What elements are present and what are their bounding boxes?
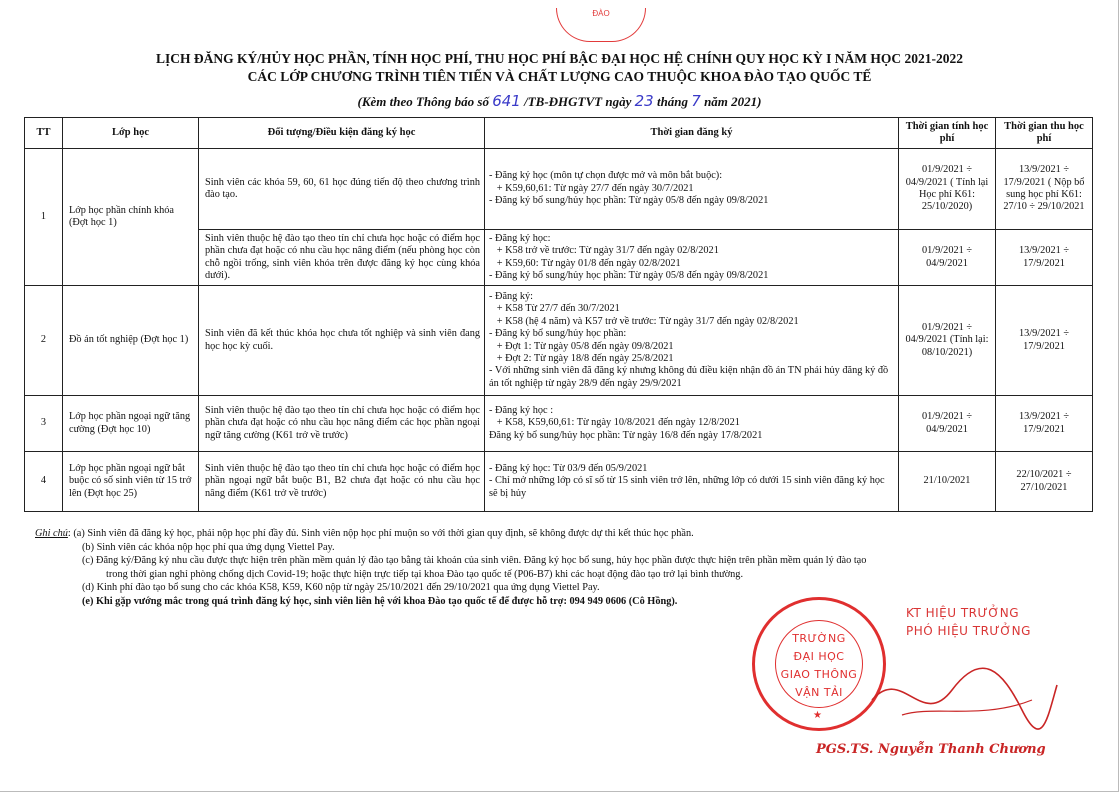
reg-line: - Với những sinh viên đã đăng ký nhưng không đủ điều kiện nhận đồ án TN phải hủy đăng ký đồ án tốt nghiệp từ ngày 28/9 đến ngày 29/9/2021 xyxy=(489,365,889,389)
note-a: (a) Sinh viên đã đăng ký học, phải nộp học phí đầy đủ. Sinh viên nộp học phí muộn so với thời gian quy định, sẽ không được dự thi kết thúc học phần. xyxy=(73,528,694,539)
subtitle-month-label: tháng xyxy=(653,94,692,109)
row-tt: 1 xyxy=(25,149,63,286)
schedule-table xyxy=(24,117,1093,512)
seal-text-line: GIAO THÔNG xyxy=(780,668,858,681)
reg-line: + Đợt 1: Từ ngày 05/8 đến ngày 09/8/2021 xyxy=(489,340,674,352)
reg-line: - Đăng ký học: xyxy=(489,232,551,244)
table-header-row xyxy=(25,118,1093,149)
table-row xyxy=(25,149,1093,230)
subtitle-suffix: năm 2021) xyxy=(700,94,762,109)
reg-line: + K59,60: Từ ngày 01/8 đến ngày 02/8/2021 xyxy=(489,257,681,269)
row-fee-collect: 13/9/2021 ÷ 17/9/2021 xyxy=(996,286,1093,396)
reg-line: + K58 Từ 27/7 đến 30/7/2021 xyxy=(489,303,620,315)
row-fee-calc: 01/9/2021 ÷ 04/9/2021 xyxy=(899,230,996,286)
note-b: (b) Sinh viên các khóa nộp học phí qua ứng dụng Viettel Pay. xyxy=(82,541,335,553)
reg-line: Đăng ký bổ sung/hủy học phần: Từ ngày 16/8 đến ngày 17/8/2021 xyxy=(489,429,763,441)
row-target: Sinh viên thuộc hệ đào tạo theo tín chỉ chưa học hoặc có điểm học phần ngoại ngữ bắt buộc B1, B2 chưa đạt hoặc có nhu cầu học nâng điểm (K61 trở về trước) xyxy=(199,452,485,512)
subtitle-prefix: (Kèm theo Thông báo số xyxy=(357,94,493,109)
seal-text-line: ĐẠI HỌC xyxy=(793,650,845,663)
notes-colon: : xyxy=(67,528,74,539)
header-fee-calc: Thời gian tính học phí xyxy=(899,118,996,149)
row-reg-time xyxy=(485,149,899,230)
row-reg-time xyxy=(485,286,899,396)
handwritten-day: 23 xyxy=(634,92,654,110)
reg-line: - Đăng ký học: Từ 03/9 đến 05/9/2021 xyxy=(489,462,648,474)
row-tt: 3 xyxy=(25,396,63,452)
notes-section xyxy=(35,527,1095,609)
row-tt: 4 xyxy=(25,452,63,512)
row-fee-collect: 22/10/2021 ÷ 27/10/2021 xyxy=(996,452,1093,512)
table-row xyxy=(25,396,1093,452)
reg-line: + Đợt 2: Từ ngày 18/8 đến ngày 25/8/2021 xyxy=(489,352,674,364)
signer-name: PGS.TS. Nguyễn Thanh Chương xyxy=(816,742,1046,757)
row-class: Đồ án tốt nghiệp (Đợt học 1) xyxy=(63,286,199,396)
row-fee-calc: 01/9/2021 ÷ 04/9/2021 xyxy=(899,396,996,452)
handwritten-month: 7 xyxy=(691,92,701,110)
note-c-line1: (c) Đăng ký/Đăng ký nhu cầu được thực hiện trên phần mềm quản lý đào tạo bằng tài khoản của sinh viên. Đăng ký học bổ sung, hủy học phần được thực hiện trên phần mềm quản lý đào tạo xyxy=(82,555,867,567)
row-target: Sinh viên thuộc hệ đào tạo theo tín chỉ chưa học hoặc có điểm học phần chưa đạt hoặc có nhu cầu học nâng điểm (nếu phòng học còn chỗ ngồi trống, sinh viên khóa trên được đăng ký học cùng khóa dưới). xyxy=(199,230,485,286)
reg-line: - Đăng ký học : xyxy=(489,404,554,416)
row-tt: 2 xyxy=(25,286,63,396)
row-fee-calc: 01/9/2021 ÷ 04/9/2021 (Tính lại: 08/10/2021) xyxy=(899,286,996,396)
header-fee-collect: Thời gian thu học phí xyxy=(996,118,1093,149)
seal-text-line: TRƯỜNG xyxy=(792,632,846,645)
note-c-line2: trong thời gian nghỉ phòng chống dịch Covid-19; hoặc thực hiện trực tiếp tại khoa Đào tạo quốc tế (P06-B7) khi các hoạt động đào tạo trở lại bình thường. xyxy=(106,568,744,580)
table-row xyxy=(25,286,1093,396)
signature-title-1: KT HIỆU TRƯỞNG xyxy=(906,606,1020,620)
note-d: (d) Kinh phí đào tạo bổ sung cho các khóa K58, K59, K60 nộp từ ngày 25/10/2021 đến 29/10/2021 qua ứng dụng Viettel Pay. xyxy=(82,582,600,594)
row-reg-time xyxy=(485,396,899,452)
handwritten-signature xyxy=(862,660,1062,740)
reg-line: + K58 trở về trước: Từ ngày 31/7 đến ngày 02/8/2021 xyxy=(489,245,719,257)
row-fee-calc: 21/10/2021 xyxy=(899,452,996,512)
subtitle-mid: /TB-ĐHGTVT ngày xyxy=(520,94,635,109)
seal-text-line: VẬN TẢI xyxy=(795,686,843,699)
header-target: Đối tượng/Điều kiện đăng ký học xyxy=(199,118,485,149)
reg-line: + K59,60,61: Từ ngày 27/7 đến ngày 30/7/2021 xyxy=(489,182,694,194)
reg-line: - Đăng ký học (môn tự chọn được mở và môn bắt buộc): xyxy=(489,170,723,182)
top-stamp-text: ĐÀO xyxy=(592,9,610,18)
row-target: Sinh viên các khóa 59, 60, 61 học đúng tiến độ theo chương trình đào tạo. xyxy=(199,149,485,230)
reg-line: - Đăng ký: xyxy=(489,290,534,302)
reg-line: - Đăng ký bổ sung/hủy học phần: Từ ngày 05/8 đến ngày 09/8/2021 xyxy=(489,195,769,207)
handwritten-number: 641 xyxy=(492,92,521,110)
header-tt: TT xyxy=(25,118,63,149)
row-fee-collect: 13/9/2021 ÷ 17/9/2021 xyxy=(996,396,1093,452)
row-target: Sinh viên đã kết thúc khóa học chưa tốt nghiệp và sinh viên đang học học kỳ cuối. xyxy=(199,286,485,396)
notes-label: Ghi chú xyxy=(35,528,68,539)
document-subtitle xyxy=(0,92,1119,110)
row-reg-time xyxy=(485,452,899,512)
header-reg-time: Thời gian đăng ký xyxy=(485,118,899,149)
document-title-line-1: LỊCH ĐĂNG KÝ/HỦY HỌC PHẦN, TÍNH HỌC PHÍ, THU HỌC PHÍ BẬC ĐẠI HỌC HỆ CHÍNH QUY HỌC KỲ I NĂM HỌC 2021-2022 xyxy=(155,51,964,66)
row-fee-calc: 01/9/2021 ÷ 04/9/2021 ( Tính lại Học phí K61: 25/10/2020) xyxy=(899,149,996,230)
reg-line: - Đăng ký bổ sung/hủy học phần: xyxy=(489,328,627,340)
signature-title-2: PHÓ HIỆU TRƯỞNG xyxy=(906,624,1031,638)
note-e: (e) Khi gặp vướng mắc trong quá trình đăng ký học, sinh viên liên hệ với khoa Đào tạo quốc tế để được hỗ trợ: 094 949 0606 (Cô Hồng). xyxy=(82,595,678,607)
note-a-row xyxy=(35,527,1095,541)
row-class: Lớp học phần ngoại ngữ bắt buộc có số sinh viên từ 15 trở lên (Đợt học 25) xyxy=(63,452,199,512)
row-target: Sinh viên thuộc hệ đào tạo theo tín chỉ chưa học hoặc có điểm học phần chưa đạt hoặc có nhu cầu học nâng điểm các học phần ngoại ngữ tăng cường (K61 trở về trước) xyxy=(199,396,485,452)
document-title-line-2: CÁC LỚP CHƯƠNG TRÌNH TIÊN TIẾN VÀ CHẤT LƯỢNG CAO THUỘC KHOA ĐÀO TẠO QUỐC TẾ xyxy=(247,69,872,84)
header-class: Lớp học xyxy=(63,118,199,149)
seal-star-icon: ★ xyxy=(813,710,822,721)
reg-line: - Đăng ký bổ sung/hủy học phần: Từ ngày 05/8 đến ngày 09/8/2021 xyxy=(489,269,769,281)
table-row xyxy=(25,452,1093,512)
reg-line: + K58 (hệ 4 năm) và K57 trở về trước: Từ ngày 31/7 đến ngày 02/8/2021 xyxy=(489,315,799,327)
row-reg-time xyxy=(485,230,899,286)
row-class: Lớp học phần chính khóa (Đợt học 1) xyxy=(63,149,199,286)
row-fee-collect: 13/9/2021 ÷ 17/9/2021 ( Nộp bổ sung học phí K61: 27/10 ÷ 29/10/2021 xyxy=(996,149,1093,230)
row-class: Lớp học phần ngoại ngữ tăng cường (Đợt học 10) xyxy=(63,396,199,452)
reg-line: - Chỉ mở những lớp có sĩ số từ 15 sinh viên trở lên, những lớp có dưới 15 sinh viên đăng ký học sẽ bị hủy xyxy=(489,475,885,499)
row-fee-collect: 13/9/2021 ÷ 17/9/2021 xyxy=(996,230,1093,286)
reg-line: + K58, K59,60,61: Từ ngày 10/8/2021 đến ngày 12/8/2021 xyxy=(489,417,740,429)
